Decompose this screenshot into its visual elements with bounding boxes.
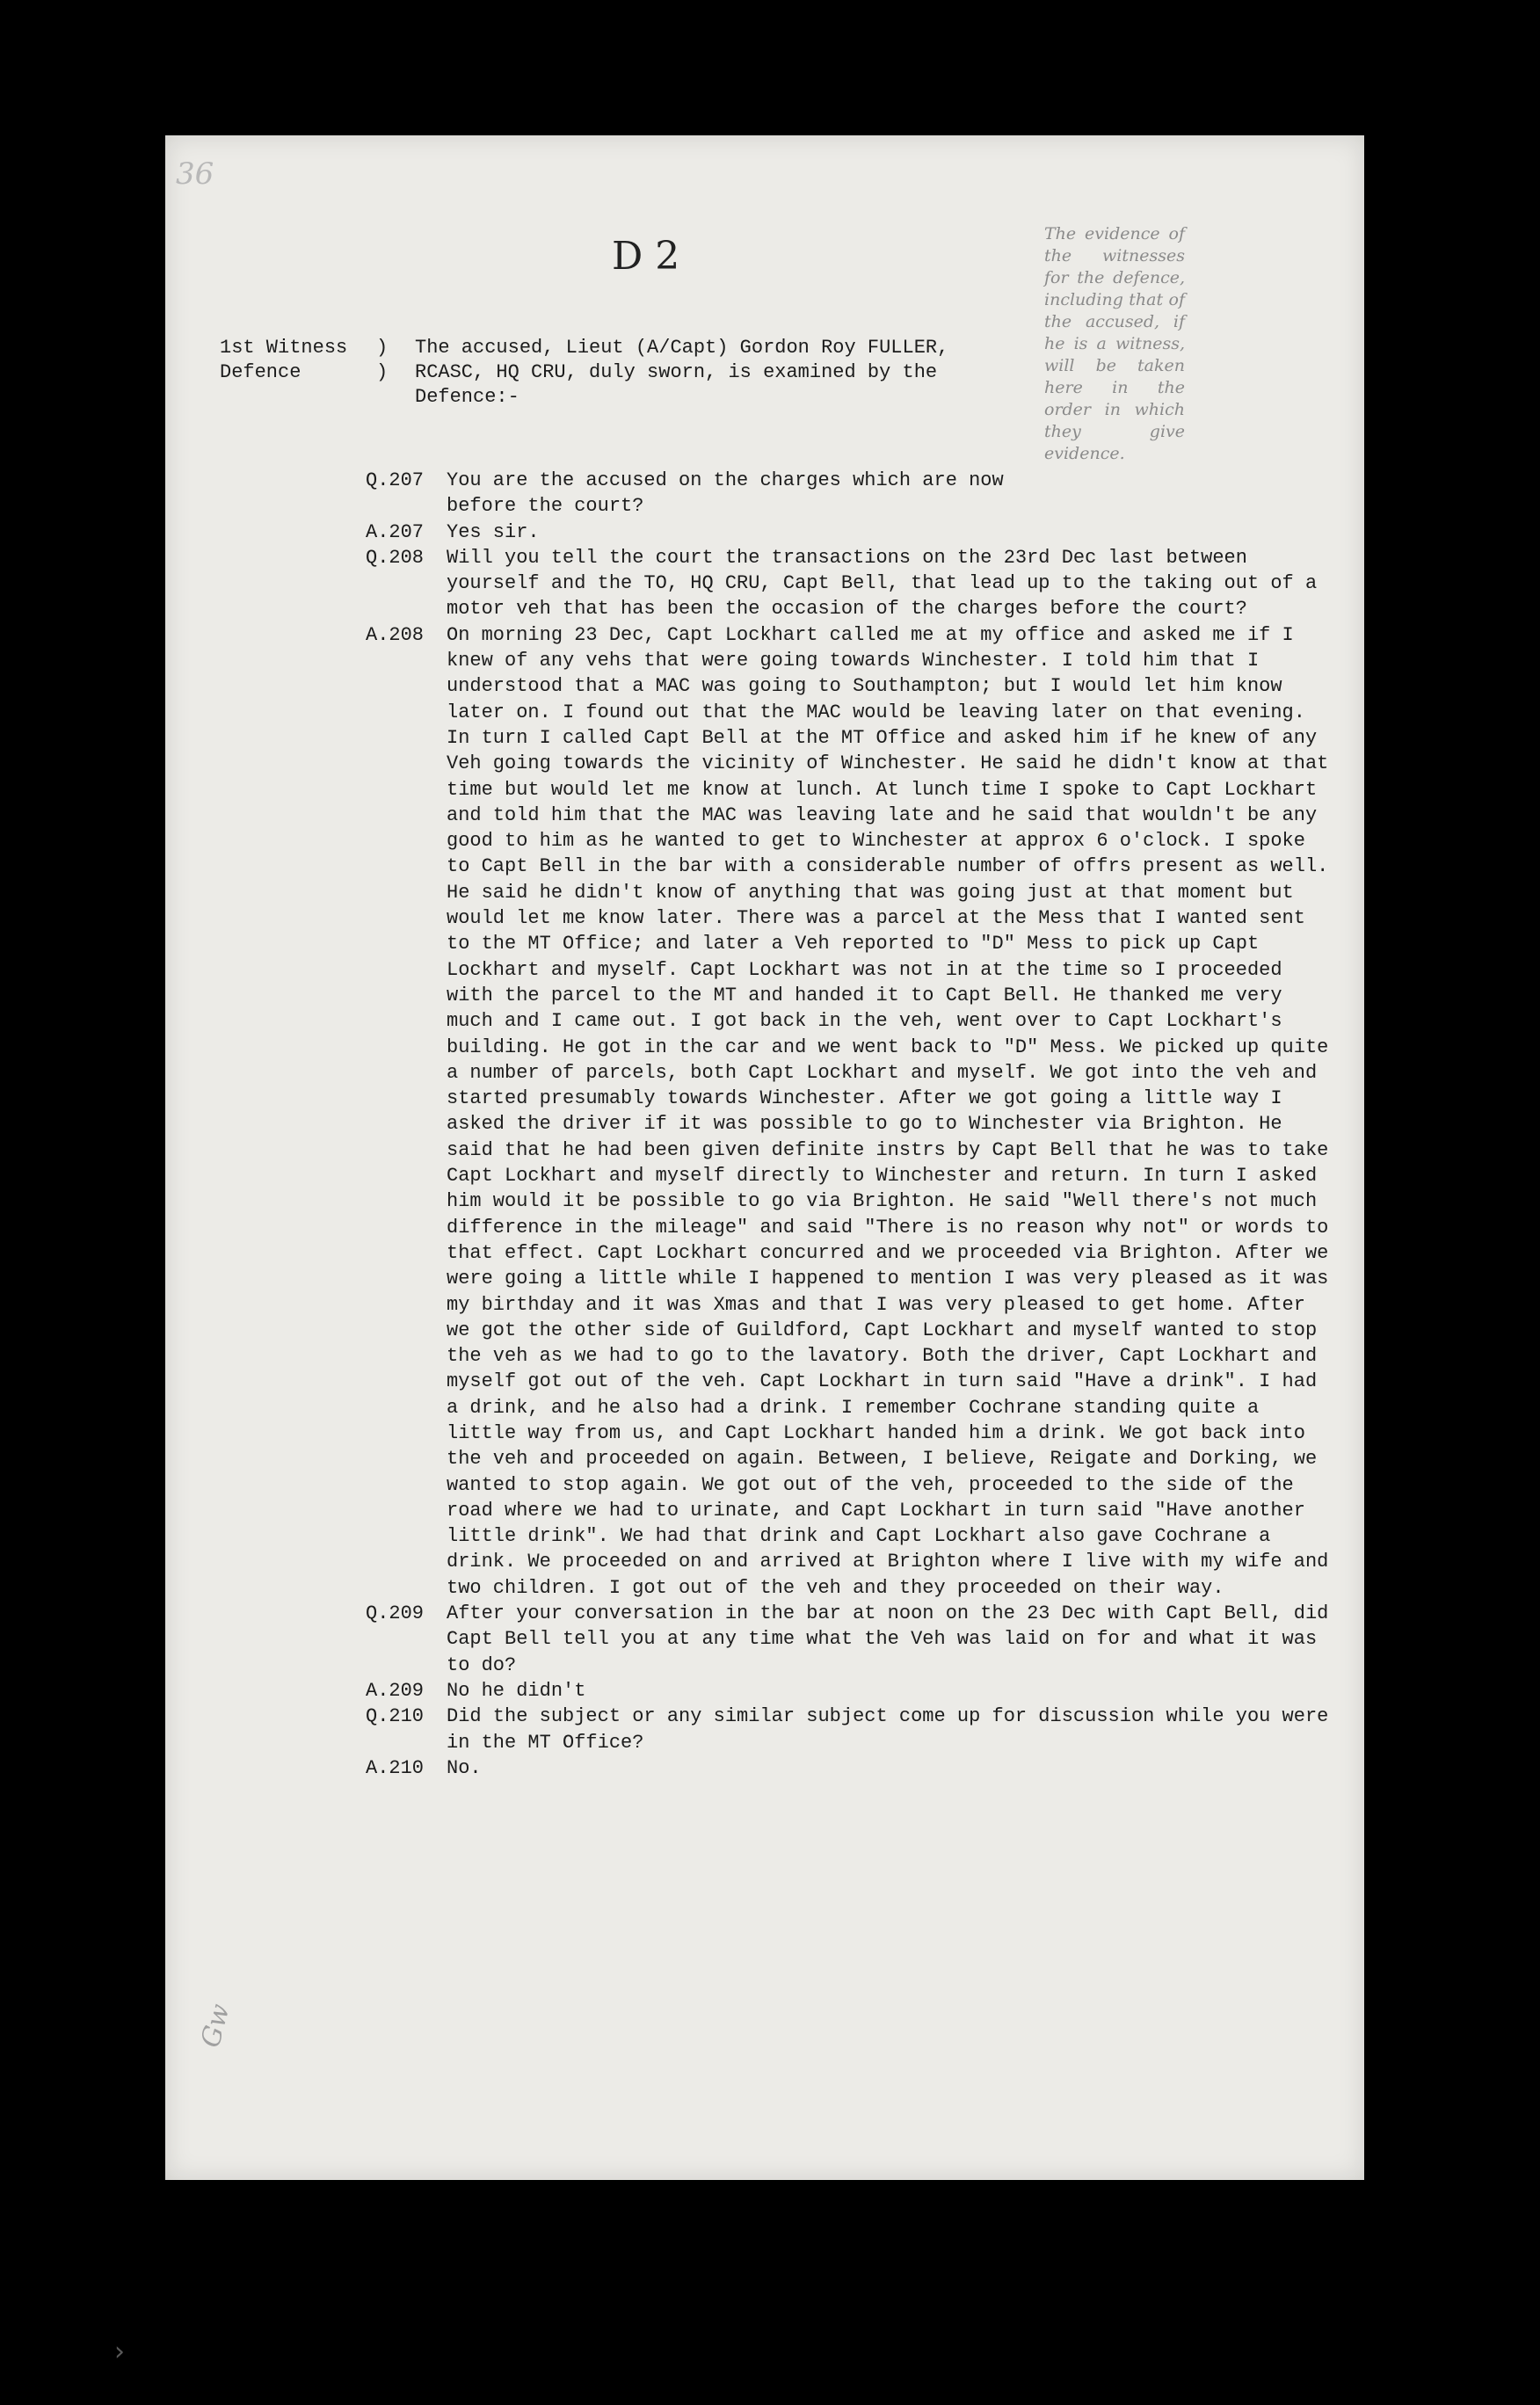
form-code: D 2 — [612, 234, 680, 279]
margin-instruction: The evidence of the witnesses for the defence, including that of the accused, if he is a witness, will be taken here in the order in which they give evidence. — [1044, 224, 1185, 463]
testimony-entry — [366, 1601, 1333, 1678]
entry-text: Will you tell the court the transactions on the 23rd Dec last between yourself and the TO, HQ CRU, Capt Bell, that lead up to the taking out of a motor veh that has been the occasion of the charges before the court? — [447, 546, 1318, 621]
handwritten-initials: Gw — [195, 2001, 236, 2052]
entry-label: Q.209 — [366, 1602, 425, 1625]
testimony-entry — [366, 468, 1333, 520]
testimony-entry — [366, 1755, 1333, 1781]
entry-text: On morning 23 Dec, Capt Lockhart called me at my office and asked me if I knew of any vehs that were going towards Winchester. I told him that I understood that a MAC was going to Southampton; but I would let him know later on. I found out that the MAC would be leaving later on that evening. In turn I called Capt Bell at the MT Office and asked him if he knew of any Veh going towards the vicinity of Winchester. He said he didn't know at that time but would let me know at lunch. At lunch time I spoke to Capt Lockhart and told him that the MAC was leaving late and he said that wouldn't be any good to him as he wanted to get to Winchester at approx 6 o'clock. I spoke to Capt Bell in the bar with a considerable number of offrs present as well. He said he didn't know of anything that was going just at that moment but would let me know later. There was a parcel at the Mess that I wanted sent to the MT Office; and later a Veh reported to "D" Mess to pick up Capt Lockhart and myself. Capt Lockhart was not in at the time so I proceeded with the parcel to the MT and handed it to Capt Bell. He thanked me very much and I came out. I got back in the veh, went over to Capt Lockhart's building. He got in the car and we went back to "D" Mess. We picked up quite a number of parcels, both Capt Lockhart and myself. We got into the veh and started presumably towards Winchester. After we got going a little way I asked the driver if it was possible to go to Winchester via Brighton. He said that he had been given definite instrs by Capt Bell that he was to take Capt Lockhart and myself directly to Winchester and return. In turn I asked him would it be possible to go via Brighton. He said "Well there's not much difference in the mileage" and said "There is no reason why not" or words to that effect. Capt Lockhart concurred and we proceeded via Brighton. After we were going a little while I happened to mention I was very pleased as it was my birthday and it was Xmas and that I was very pleased to get home. After we got the other side of Guildford, Capt Lockhart and myself wanted to stop the veh as we had to go to the lavatory. Both the driver, Capt Lockhart and myself got out of the veh. Capt Lockhart in turn said "Have a drink". I had a drink, and he also had a drink. I remember Cochrane standing quite a little way from us, and Capt Lockhart handed him a drink. We got back into the veh and proceeded on again. Between, I believe, Reigate and Dorking, we wanted to stop again. We got out of the veh, proceeded to the side of the road where we had to urinate, and Capt Lockhart in turn said "Have another little drink". We had that drink and Capt Lockhart also gave Cochrane a drink. We proceeded on and arrived at Brighton where I live with my wife and two children. I got out of the veh and they proceeded on their way. — [447, 623, 1329, 1599]
chevron-right-icon: › — [114, 2336, 125, 2367]
entry-text: Yes sir. — [447, 520, 540, 543]
entry-text: No. — [447, 1756, 482, 1779]
entry-text: No he didn't — [447, 1679, 586, 1702]
testimony-entry — [366, 622, 1333, 1601]
testimony-entry — [366, 520, 1333, 545]
testimony-entry — [366, 545, 1333, 622]
testimony-entry — [366, 1678, 1333, 1704]
testimony-entry — [366, 1704, 1333, 1755]
testimony-entries — [366, 468, 1333, 1781]
entry-text: Did the subject or any similar subject come up for discussion while you were in the MT Office? — [447, 1705, 1329, 1754]
entry-text: After your conversation in the bar at noon on the 23 Dec with Capt Bell, did Capt Bell tell you at any time what the Veh was laid on for and what it was to do? — [447, 1602, 1329, 1676]
witness-brace: ) ) — [376, 337, 389, 383]
entry-label: A.207 — [366, 520, 425, 543]
page-number-note: 36 — [176, 156, 214, 192]
entry-text: You are the accused on the charges which are now before the court? — [447, 469, 1004, 518]
witness-label: 1st Witness Defence — [220, 337, 348, 383]
entry-label: A.209 — [366, 1679, 425, 1702]
entry-label: Q.208 — [366, 546, 425, 569]
entry-label: Q.207 — [366, 469, 425, 491]
document-page — [165, 135, 1364, 2180]
entry-label: A.210 — [366, 1756, 425, 1779]
entry-label: Q.210 — [366, 1705, 425, 1728]
witness-description: The accused, Lieut (A/Capt) Gordon Roy FULLER, RCASC, HQ CRU, duly sworn, is examined by the Defence:- — [415, 337, 949, 408]
entry-label: A.208 — [366, 623, 425, 646]
